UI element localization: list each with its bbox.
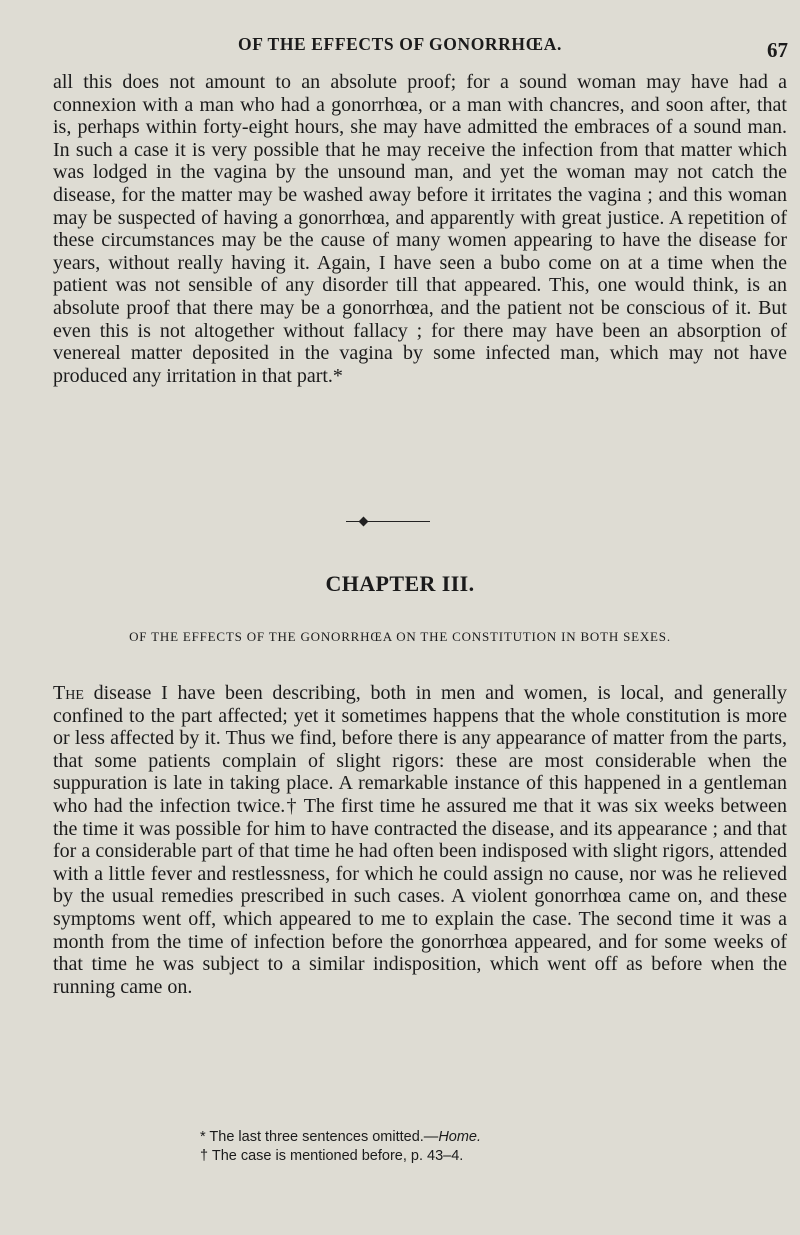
footnote-1-text: * The last three sentences omitted.—	[200, 1129, 439, 1145]
ornament-diamond	[359, 517, 369, 527]
running-head	[0, 34, 800, 62]
page-number: 67	[767, 38, 788, 62]
chapter-paragraph	[53, 682, 787, 998]
chapter-subtitle: OF THE EFFECTS OF THE GONORRHŒA ON THE CONSTITUTION IN BOTH SEXES.	[129, 629, 671, 644]
footnote-1-attribution: Home.	[438, 1129, 482, 1145]
chapter-paragraph-text: disease I have been describing, both in men and women, is local, and generally confined to the part affected; yet it sometimes happens that the whole constitution is more or less affected by it. Thus we find, before there is any appearance of matter from the parts, that some patients complain of slight rigors: these are most considerable when the suppuration is late in taking place. A remarkable instance of this happened in a gentleman who had the infection twice.† The first time he assured me that it was six weeks between the time it was possible for him to have contracted the disease, and its appearance ; and that for a considerable part of that time he had often been indisposed with slight rigors, attended with a little fever and restlessness, for which he could assign no cause, nor was he relieved by the usual remedies prescribed in such cases. A violent gonorrhœa came on, and these symptoms went off, which appeared to me to explain the case. The second time it was a month from the time of infection before the gonorrhœa appeared, and for some weeks of that time he was subject to a similar indisposition, which went off as before when the running came on.	[53, 682, 787, 998]
running-title: OF THE EFFECTS OF GONORRHŒA.	[238, 34, 562, 54]
footnotes	[200, 1128, 760, 1165]
opening-word: The	[53, 682, 84, 704]
diamond-rule-ornament-icon	[346, 520, 430, 522]
chapter-heading: CHAPTER III.	[325, 571, 475, 596]
continuation-paragraph: all this does not amount to an absolute proof; for a sound woman may have had a connexion with a man who had a gonorrhœa, or a man with chancres, and soon after, that is, perhaps within forty-eight hours, she may have admitted the embraces of a sound man. In such a case it is very possible that he may receive the infection from that matter which was lodged in the vagina by the unsound man, and yet the woman may not catch the disease, for the matter may be washed away before it irritates the vagina ; and this woman may be suspected of having a gonorrhœa, and apparently with great justice. A repetition of these circumstances may be the cause of many women appearing to have the disease for years, without really having it. Again, I have seen a bubo come on at a time when the patient was not sensible of any disorder till that appeared. This, one would think, is an absolute proof that there may be a gonorrhœa, and the patient not be conscious of it. But even this is not altogether without fallacy ; for there may have been an absorption of venereal matter deposited in the vagina by some infected man, which may not have produced any irritation in that part.*	[53, 71, 787, 387]
footnote-2	[200, 1147, 760, 1166]
footnote-2-text: † The case is mentioned before, p. 43–4.	[200, 1147, 464, 1164]
footnote-1	[200, 1128, 760, 1147]
